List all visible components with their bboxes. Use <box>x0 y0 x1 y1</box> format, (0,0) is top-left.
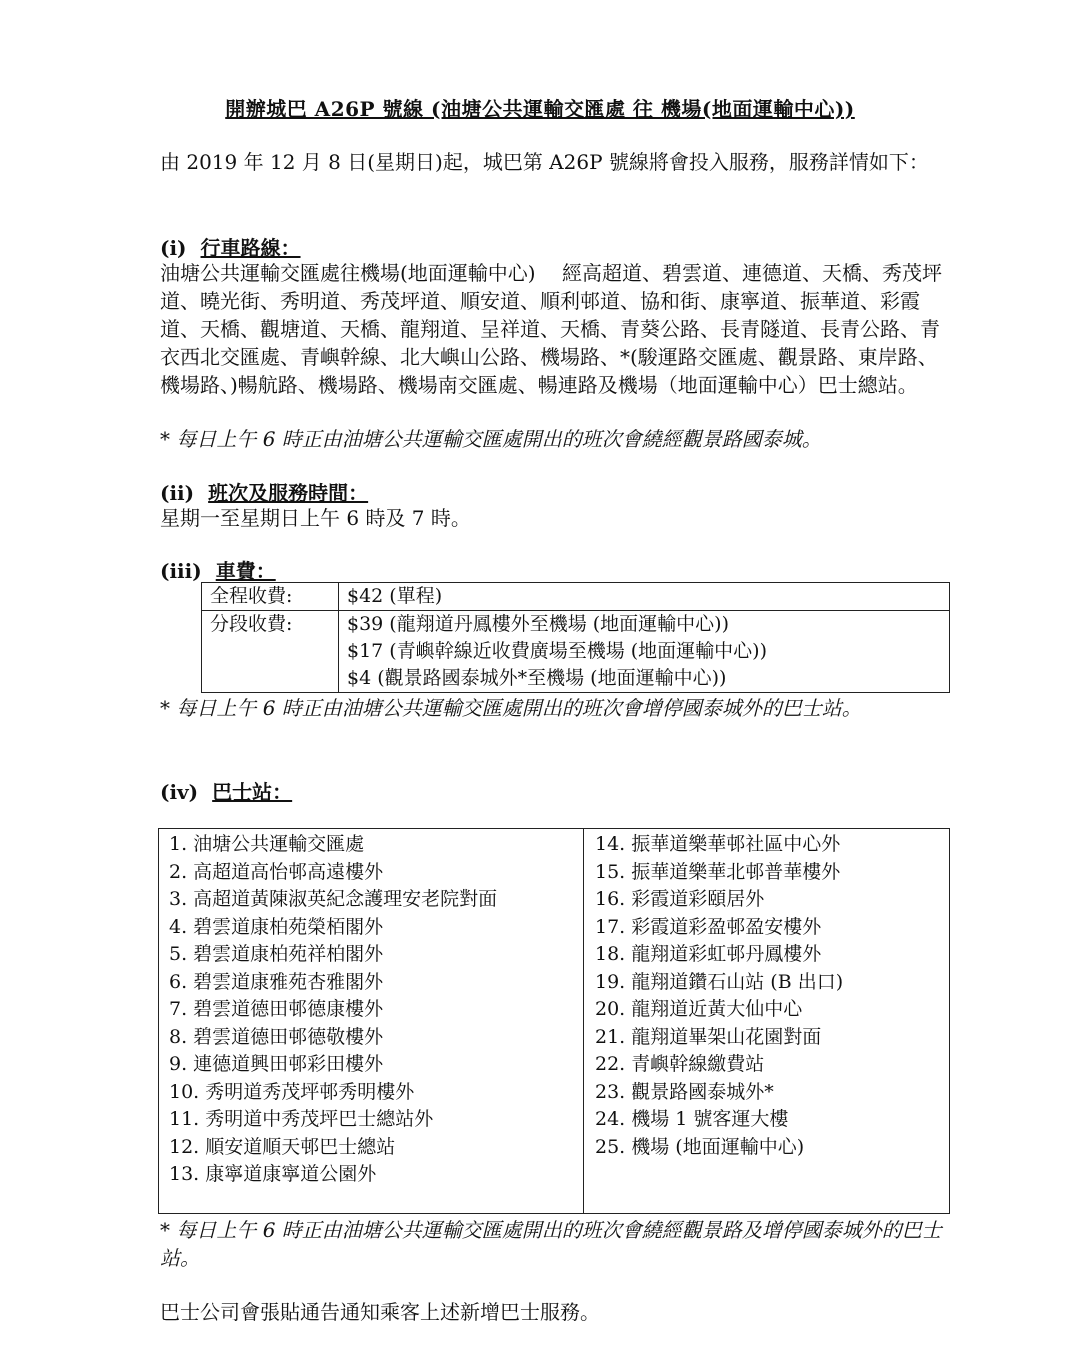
fare-label: 全程收費: <box>202 583 339 611</box>
list-item: 14. 振華道樂華邨社區中心外 <box>595 833 841 855</box>
section-stops-heading <box>160 776 292 805</box>
list-item: 15. 振華道樂華北邨普華樓外 <box>595 860 841 883</box>
list-item: 6. 碧雲道康雅苑杏雅閣外 <box>169 970 384 993</box>
stops-note: * 每日上午 6 時正由油塘公共運輸交匯處開出的班次會繞經觀景路及增停國泰城外的巴士站。 <box>160 1218 942 1270</box>
list-item: 25. 機場 (地面運輸中心) <box>595 1135 805 1158</box>
section-label: 班次及服務時間： <box>208 481 369 505</box>
list-item: 16. 彩霞道彩頤居外 <box>595 888 765 910</box>
section-schedule-heading <box>160 477 368 506</box>
intro-paragraph: 由 2019 年 12 月 8 日(星期日)起，城巴第 A26P 號線將會投入服務，服務詳情如下： <box>160 150 929 174</box>
list-item: 19. 龍翔道鑽石山站 (B 出口) <box>595 970 844 993</box>
stops-column-left <box>159 829 584 1213</box>
section-number: (ii) <box>160 481 195 505</box>
list-item: 10. 秀明道秀茂坪邨秀明樓外 <box>169 1080 415 1103</box>
section-number: (i) <box>160 236 187 260</box>
list-item: 11. 秀明道中秀茂坪巴士總站外 <box>169 1108 434 1130</box>
route-note: * 每日上午 6 時正由油塘公共運輸交匯處開出的班次會繞經觀景路國泰城。 <box>160 427 822 451</box>
fare-value: $17 (青嶼幹線近收費廣場至機場 (地面運輸中心)) <box>347 640 767 662</box>
list-item: 2. 高超道高怡邨高遠樓外 <box>169 860 384 883</box>
list-item: 3. 高超道黃陳淑英紀念護理安老院對面 <box>169 888 498 910</box>
section-label: 車費： <box>215 559 276 583</box>
bus-stops-table <box>158 828 950 1214</box>
list-item: 23. 觀景路國泰城外* <box>595 1080 774 1103</box>
page-title: 開辦城巴 A26P 號線 (油塘公共運輸交匯處 往 機場(地面運輸中心)) <box>225 97 855 121</box>
list-item: 17. 彩霞道彩盈邨盈安樓外 <box>595 915 822 938</box>
list-item: 9. 連德道興田邨彩田樓外 <box>169 1053 384 1075</box>
list-item: 5. 碧雲道康柏苑祥柏閣外 <box>169 943 384 965</box>
fare-value: $42 (單程) <box>339 583 950 611</box>
section-route-heading <box>160 232 301 261</box>
list-item: 18. 龍翔道彩虹邨丹鳳樓外 <box>595 943 822 965</box>
section-label: 巴士站： <box>212 780 293 804</box>
list-item: 8. 碧雲道德田邨德敬樓外 <box>169 1025 384 1048</box>
fare-row-section <box>202 611 950 693</box>
schedule-text: 星期一至星期日上午 6 時及 7 時。 <box>160 506 471 530</box>
fare-value: $39 (龍翔道丹鳳樓外至機場 (地面運輸中心)) <box>347 613 729 635</box>
fare-value: $4 (觀景路國泰城外*至機場 (地面運輸中心)) <box>347 667 727 689</box>
list-item: 21. 龍翔道畢架山花園對面 <box>595 1025 822 1048</box>
list-item: 20. 龍翔道近黃大仙中心 <box>595 998 803 1020</box>
list-item: 24. 機場 1 號客運大樓 <box>595 1108 789 1130</box>
list-item: 13. 康寧道康寧道公園外 <box>169 1163 377 1185</box>
fare-table <box>201 582 950 693</box>
fare-label: 分段收費: <box>202 611 339 693</box>
section-number: (iv) <box>160 780 199 804</box>
fare-row-full <box>202 583 950 611</box>
route-description: 油塘公共運輸交匯處往機場(地面運輸中心) 經高超道、碧雲道、連德道、天橋、秀茂坪道、曉光街、秀明道、秀茂坪道、順安道、順利邨道、協和街、康寧道、振華道、彩霞道、天橋、觀塘道、天橋、龍翔道、呈祥道、天橋、青葵公路、長青隧道、長青公路、青衣西北交匯處、青嶼幹線、北大嶼山公路、機場路、*(駿運路交匯處、觀景路、東岸路、機場路、)暢航路、機場路、機場南交匯處、暢連路及機場（地面運輸中心）巴士總站。 <box>160 261 942 397</box>
section-fare-heading <box>160 555 276 584</box>
list-item: 22. 青嶼幹線繳費站 <box>595 1053 765 1075</box>
section-label: 行車路線： <box>200 236 301 260</box>
list-item: 7. 碧雲道德田邨德康樓外 <box>169 998 384 1020</box>
list-item: 1. 油塘公共運輸交匯處 <box>169 833 365 855</box>
list-item: 4. 碧雲道康柏苑榮栢閣外 <box>169 915 384 938</box>
section-number: (iii) <box>160 559 202 583</box>
footer-text: 巴士公司會張貼通告通知乘客上述新增巴士服務。 <box>160 1300 600 1324</box>
list-item: 12. 順安道順天邨巴士總站 <box>169 1135 396 1158</box>
fare-section-values <box>339 611 950 693</box>
fare-note: * 每日上午 6 時正由油塘公共運輸交匯處開出的班次會增停國泰城外的巴士站。 <box>160 696 862 720</box>
stops-column-right <box>585 831 949 1161</box>
